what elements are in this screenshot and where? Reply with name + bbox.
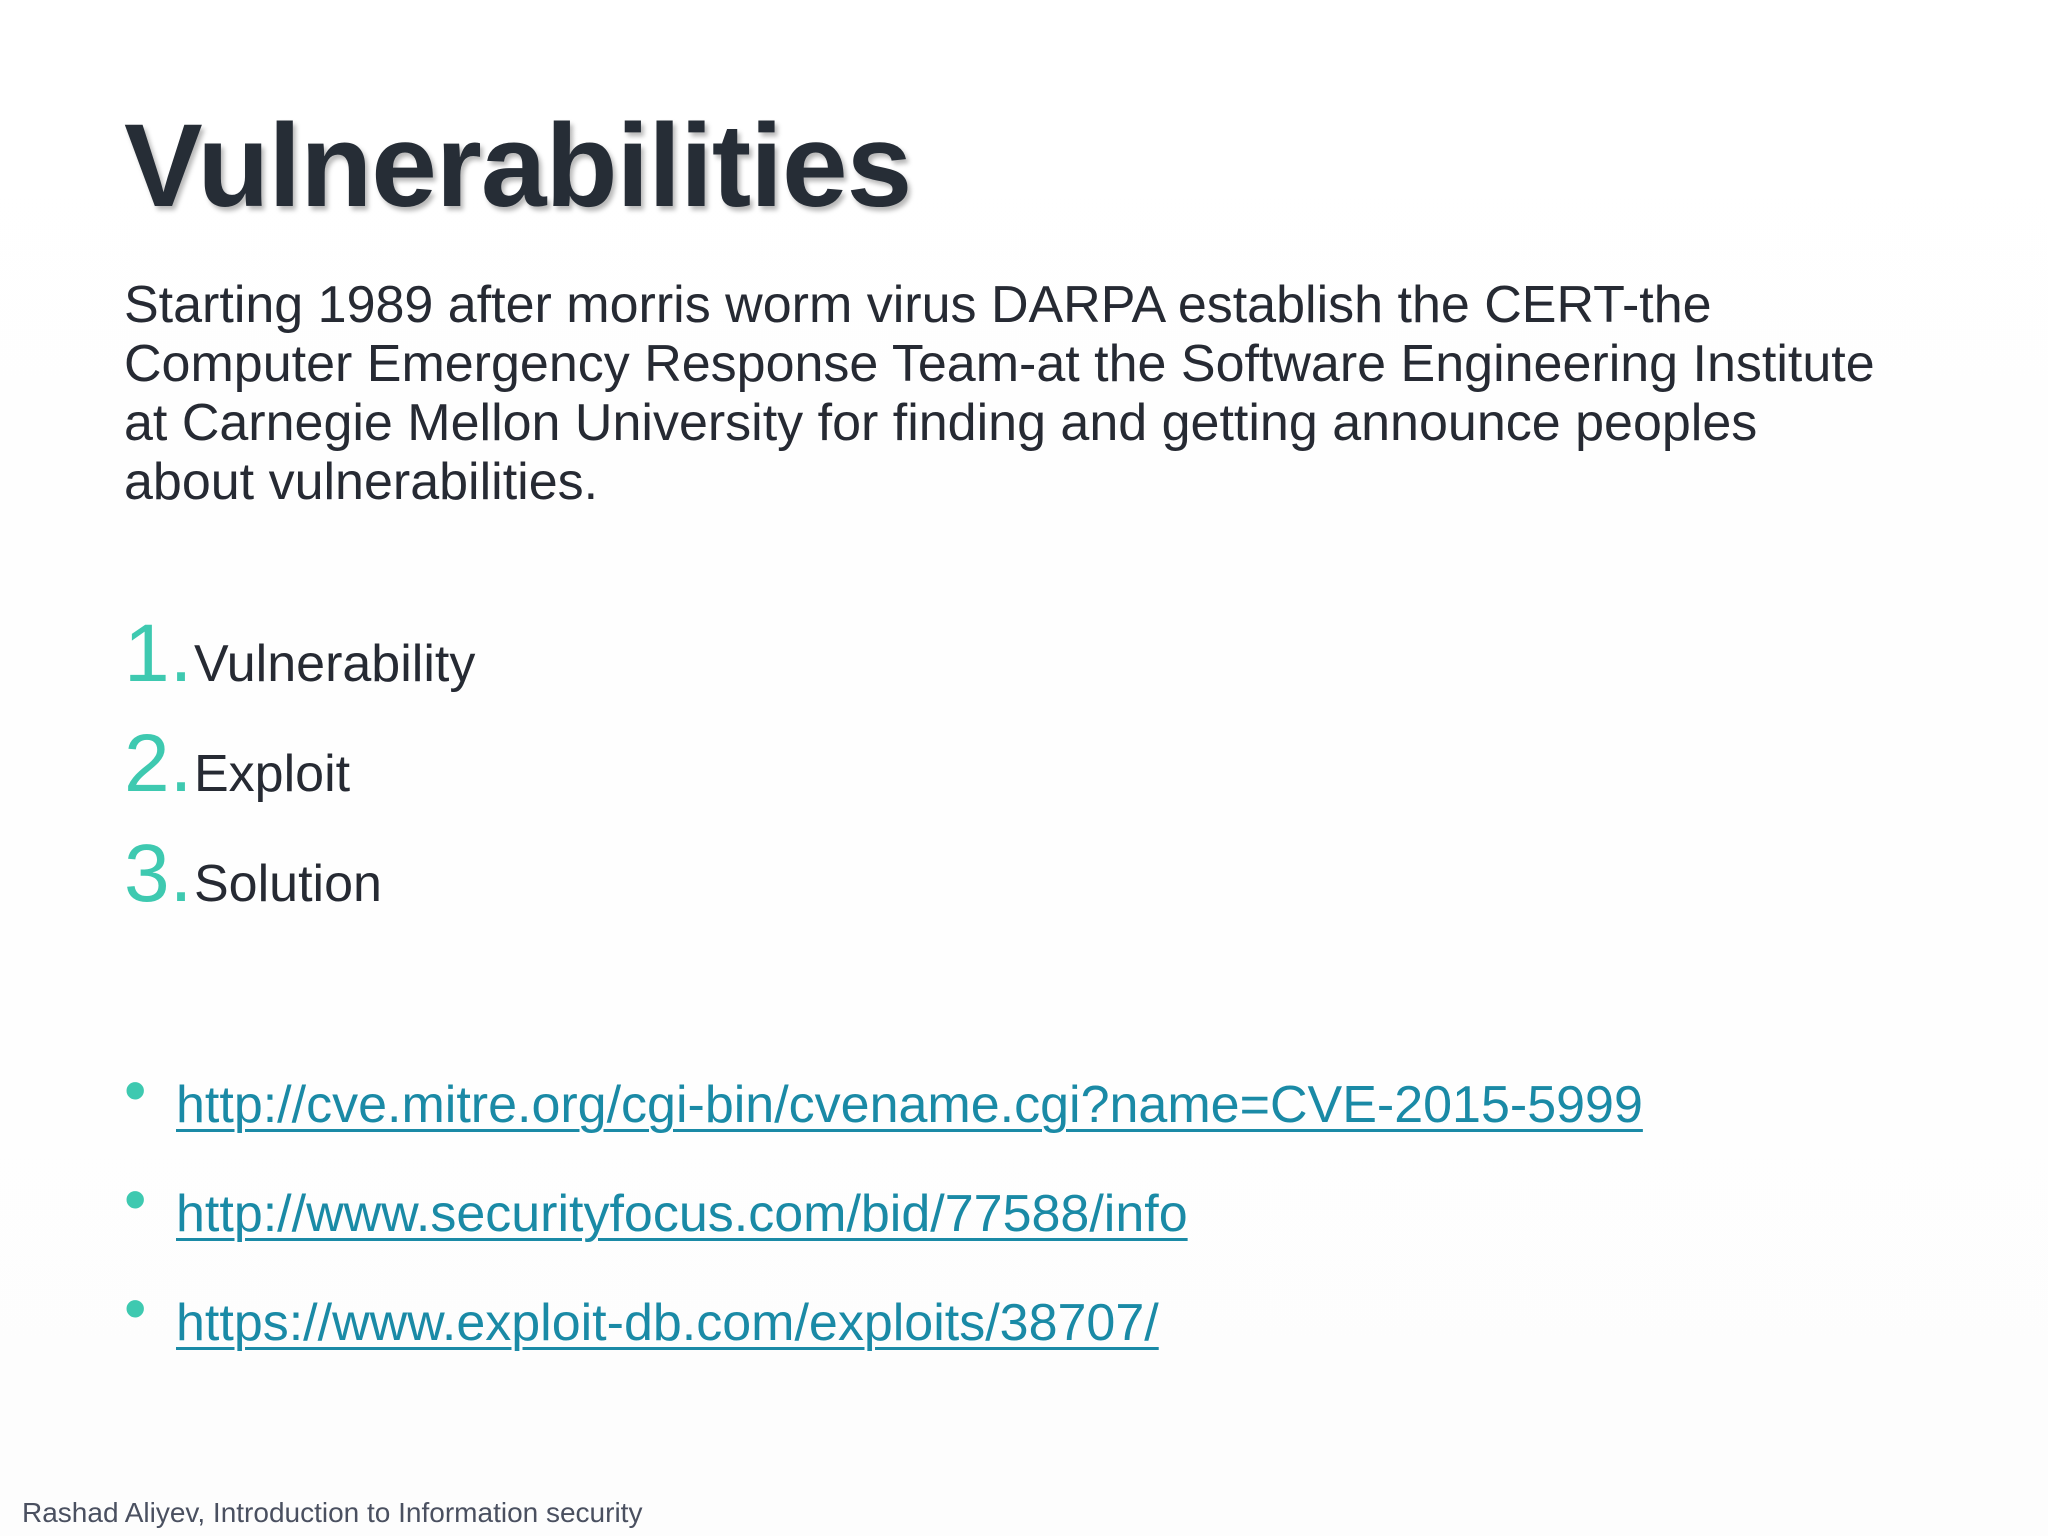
numbered-item — [124, 826, 475, 936]
slide-footer: Rashad Aliyev, Introduction to Information security — [22, 1497, 643, 1528]
numbered-item — [124, 716, 475, 826]
link-item — [124, 1272, 1643, 1387]
slide-title: Vulnerabilities — [124, 100, 912, 232]
intro-paragraph: Starting 1989 after morris worm virus DARPA establish the CERT-the Computer Emergency Response Team-at the Software Engineering Institute at Carnegie Mellon University for finding and getting announce peoples about vulnerabilities. — [124, 276, 1875, 511]
item-label-exploit: Exploit — [194, 745, 351, 803]
numbered-list — [124, 606, 475, 936]
item-number: 1. — [124, 608, 193, 699]
reference-links-list — [124, 1054, 1643, 1387]
link-exploit-db[interactable]: https://www.exploit-db.com/exploits/38707/ — [176, 1294, 1159, 1352]
item-number: 2. — [124, 718, 193, 809]
link-item — [124, 1163, 1643, 1278]
bullet-icon: • — [124, 1054, 147, 1126]
item-label-solution: Solution — [194, 855, 382, 913]
link-item — [124, 1054, 1643, 1169]
item-label-vulnerability: Vulnerability — [194, 635, 476, 693]
link-cve-mitre[interactable]: http://cve.mitre.org/cgi-bin/cvename.cgi?name=CVE-2015-5999 — [176, 1076, 1643, 1134]
bullet-icon: • — [124, 1163, 147, 1235]
bullet-icon: • — [124, 1272, 147, 1344]
item-number: 3. — [124, 828, 193, 919]
link-securityfocus[interactable]: http://www.securityfocus.com/bid/77588/info — [176, 1185, 1188, 1243]
numbered-item — [124, 606, 475, 716]
